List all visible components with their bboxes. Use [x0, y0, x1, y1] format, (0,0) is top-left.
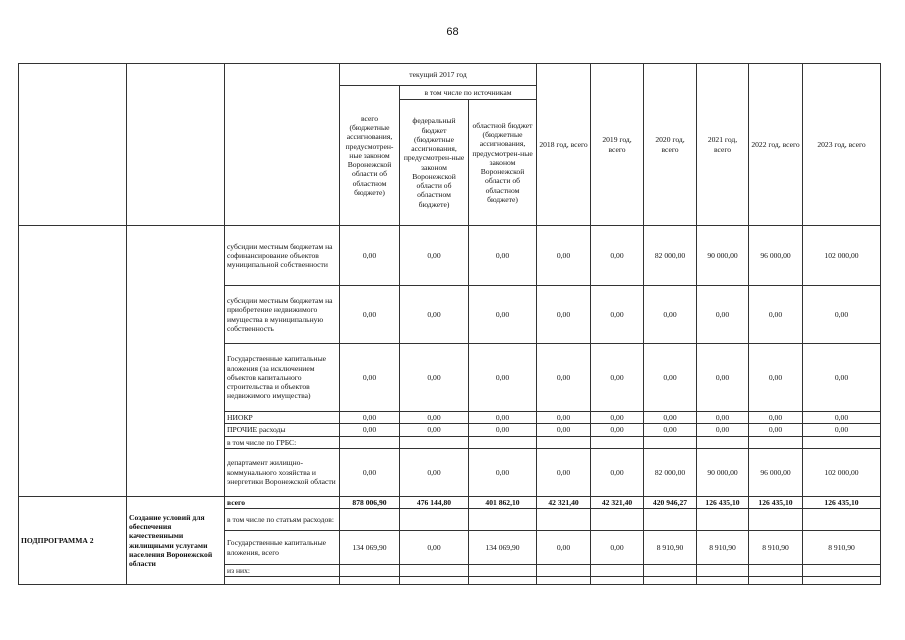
header-sources: в том числе по источникам: [400, 86, 537, 100]
table-row: [19, 496, 881, 508]
value-cell: 8 910,90: [697, 531, 749, 565]
value-cell: 0,00: [340, 344, 400, 412]
value-cell: 0,00: [591, 344, 644, 412]
empty-cell: [644, 577, 697, 585]
empty-cell: [340, 565, 400, 577]
header-federal: федеральный бюджет (бюджетные ассигнования, предусмотрен-ные законом Воронежской области об областном бюджете): [400, 100, 469, 226]
value-cell: 0,00: [400, 412, 469, 424]
value-cell: 0,00: [749, 412, 803, 424]
empty-cell: [749, 436, 803, 448]
value-cell: 0,00: [803, 412, 881, 424]
row-label: в том числе по ГРБС:: [225, 436, 340, 448]
value-cell: 0,00: [340, 448, 400, 496]
value-cell: 102 000,00: [803, 226, 881, 286]
value-cell: 8 910,90: [644, 531, 697, 565]
value-cell: 0,00: [591, 424, 644, 436]
empty-cell: [340, 436, 400, 448]
value-cell: 0,00: [469, 226, 537, 286]
empty-cell: [697, 509, 749, 531]
value-cell: 0,00: [591, 448, 644, 496]
empty-cell: [591, 577, 644, 585]
value-cell: 0,00: [400, 226, 469, 286]
value-cell: 0,00: [591, 531, 644, 565]
value-cell: 126 435,10: [697, 496, 749, 508]
value-cell: 0,00: [537, 226, 591, 286]
value-cell: 0,00: [400, 344, 469, 412]
header-regional: областной бюджет (бюджетные ассигнования, предусмотрен-ные законом Воронежской области об областном бюджете): [469, 100, 537, 226]
row-label: НИОКР: [225, 412, 340, 424]
value-cell: 0,00: [591, 226, 644, 286]
empty-cell: [400, 565, 469, 577]
empty-cell: [803, 509, 881, 531]
empty-cell: [803, 436, 881, 448]
empty-cell: [537, 436, 591, 448]
value-cell: 0,00: [400, 424, 469, 436]
empty-cell: [400, 509, 469, 531]
value-cell: 0,00: [644, 412, 697, 424]
table-row: [19, 226, 881, 286]
value-cell: 0,00: [469, 412, 537, 424]
row-label: из них:: [225, 565, 340, 577]
empty-cell: [697, 565, 749, 577]
value-cell: 90 000,00: [697, 226, 749, 286]
value-cell: 0,00: [749, 286, 803, 344]
value-cell: 0,00: [803, 344, 881, 412]
value-cell: 0,00: [469, 344, 537, 412]
value-cell: 90 000,00: [697, 448, 749, 496]
subprogram-name: Создание условий для обеспечения качественными жилищными услугами населения Воронежской области: [127, 496, 225, 585]
value-cell: 96 000,00: [749, 448, 803, 496]
empty-cell: [225, 577, 340, 585]
value-cell: 0,00: [400, 448, 469, 496]
value-cell: 0,00: [537, 531, 591, 565]
empty-cell: [537, 565, 591, 577]
header-current-year: текущий 2017 год: [340, 64, 537, 86]
page-number: 68: [446, 26, 459, 38]
value-cell: 0,00: [340, 286, 400, 344]
value-cell: 42 321,40: [591, 496, 644, 508]
value-cell: 0,00: [340, 412, 400, 424]
value-cell: 0,00: [537, 448, 591, 496]
empty-cell: [469, 577, 537, 585]
value-cell: 0,00: [697, 424, 749, 436]
empty-cell: [644, 509, 697, 531]
value-cell: 96 000,00: [749, 226, 803, 286]
value-cell: 420 946,27: [644, 496, 697, 508]
subprogram-code: ПОДПРОГРАММА 2: [19, 496, 127, 585]
value-cell: 476 144,80: [400, 496, 469, 508]
empty-cell: [591, 509, 644, 531]
row-label: департамент жилищно-коммунального хозяйства и энергетики Воронежской области: [225, 448, 340, 496]
empty-cell: [803, 565, 881, 577]
header-empty-cell-1: [19, 64, 127, 226]
row-label: Государственные капитальные вложения (за исключением объектов капитального строительства и объектов недвижимого имущества): [225, 344, 340, 412]
value-cell: 0,00: [469, 424, 537, 436]
empty-cell: [469, 436, 537, 448]
header-empty-cell-2: [127, 64, 225, 226]
value-cell: 42 321,40: [537, 496, 591, 508]
value-cell: 0,00: [644, 424, 697, 436]
empty-cell: [803, 577, 881, 585]
header-2021: 2021 год, всего: [697, 64, 749, 226]
value-cell: 126 435,10: [749, 496, 803, 508]
empty-cell: [697, 577, 749, 585]
header-2019: 2019 год, всего: [591, 64, 644, 226]
value-cell: 0,00: [697, 344, 749, 412]
header-2020: 2020 год, всего: [644, 64, 697, 226]
value-cell: 8 910,90: [803, 531, 881, 565]
empty-cell: [749, 565, 803, 577]
empty-cell: [469, 565, 537, 577]
header-2023: 2023 год, всего: [803, 64, 881, 226]
value-cell: 102 000,00: [803, 448, 881, 496]
value-cell: 401 862,10: [469, 496, 537, 508]
value-cell: 0,00: [803, 424, 881, 436]
value-cell: 0,00: [591, 412, 644, 424]
value-cell: 0,00: [644, 286, 697, 344]
value-cell: 0,00: [537, 286, 591, 344]
value-cell: 126 435,10: [803, 496, 881, 508]
value-cell: 134 069,90: [469, 531, 537, 565]
value-cell: 0,00: [697, 412, 749, 424]
empty-cell: [537, 509, 591, 531]
empty-cell: [591, 436, 644, 448]
row-label: субсидии местным бюджетам на приобретение недвижимого имущества в муниципальную собственность: [225, 286, 340, 344]
row-label: ПРОЧИЕ расходы: [225, 424, 340, 436]
header-2022: 2022 год, всего: [749, 64, 803, 226]
value-cell: 8 910,90: [749, 531, 803, 565]
empty-cell: [400, 436, 469, 448]
budget-table: [18, 63, 881, 585]
value-cell: 0,00: [537, 412, 591, 424]
empty-cell: [469, 509, 537, 531]
value-cell: 0,00: [340, 424, 400, 436]
name-cell: [127, 226, 225, 497]
value-cell: 134 069,90: [340, 531, 400, 565]
empty-cell: [644, 565, 697, 577]
value-cell: 0,00: [697, 286, 749, 344]
value-cell: 0,00: [537, 424, 591, 436]
value-cell: 0,00: [749, 344, 803, 412]
empty-cell: [749, 509, 803, 531]
empty-cell: [749, 577, 803, 585]
value-cell: 0,00: [340, 226, 400, 286]
value-cell: 82 000,00: [644, 226, 697, 286]
value-cell: 0,00: [400, 286, 469, 344]
value-cell: 82 000,00: [644, 448, 697, 496]
empty-cell: [537, 577, 591, 585]
value-cell: 0,00: [749, 424, 803, 436]
header-empty-cell-3: [225, 64, 340, 226]
value-cell: 0,00: [400, 531, 469, 565]
empty-cell: [591, 565, 644, 577]
empty-cell: [340, 577, 400, 585]
header-2018: 2018 год, всего: [537, 64, 591, 226]
value-cell: 0,00: [537, 344, 591, 412]
value-cell: 878 006,90: [340, 496, 400, 508]
value-cell: 0,00: [591, 286, 644, 344]
empty-cell: [697, 436, 749, 448]
code-cell: [19, 226, 127, 497]
empty-cell: [644, 436, 697, 448]
value-cell: 0,00: [803, 286, 881, 344]
row-label: в том числе по статьям расходов:: [225, 509, 340, 531]
value-cell: 0,00: [469, 286, 537, 344]
row-label: Государственные капитальные вложения, всего: [225, 531, 340, 565]
row-label: субсидии местным бюджетам на софинансирование объектов муниципальной собственности: [225, 226, 340, 286]
header-total: всего (бюджетные ассигнования, предусмотрен-ные законом Воронежской области об областном бюджете): [340, 86, 400, 226]
empty-cell: [400, 577, 469, 585]
row-label: всего: [225, 496, 340, 508]
value-cell: 0,00: [469, 448, 537, 496]
empty-cell: [340, 509, 400, 531]
value-cell: 0,00: [644, 344, 697, 412]
